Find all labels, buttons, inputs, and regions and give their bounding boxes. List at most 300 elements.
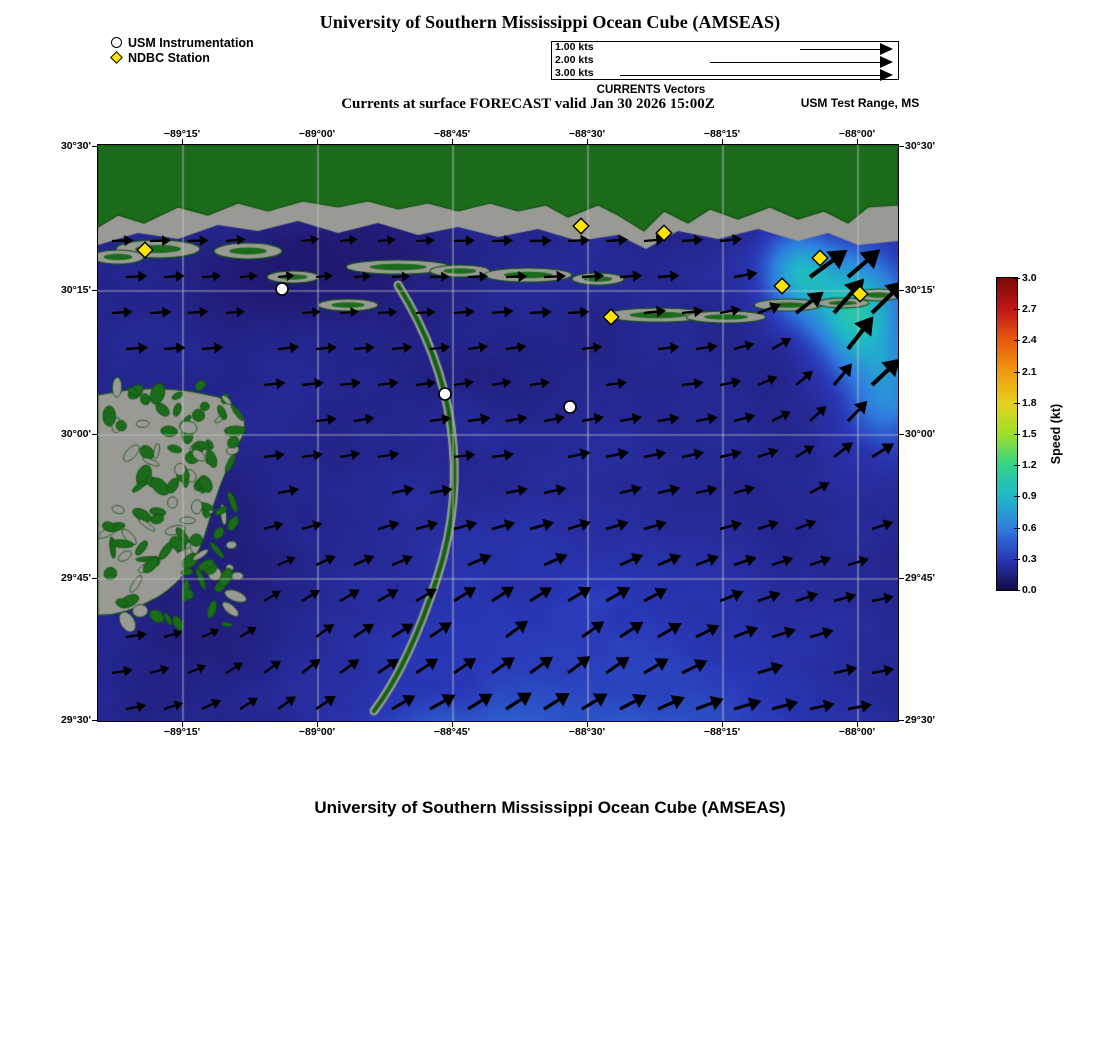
current-vector-arrow <box>337 585 363 607</box>
current-vector-arrow <box>502 686 536 716</box>
y-axis-tick-label: 29°30' <box>60 714 91 726</box>
current-vector-arrow <box>200 695 224 714</box>
current-vector-arrow <box>808 552 833 570</box>
x-axis-tick-label: −89°15' <box>163 128 201 140</box>
current-vector-arrow <box>125 629 147 643</box>
current-vector-arrow <box>756 517 780 535</box>
current-vector-arrow <box>870 516 895 534</box>
current-vector-arrow <box>316 342 338 355</box>
current-vector-arrow <box>316 270 334 282</box>
current-vector-arrow <box>491 305 513 318</box>
x-axis-tick <box>452 139 453 144</box>
current-vector-arrow <box>465 549 494 571</box>
current-vector-arrow <box>340 307 360 318</box>
legend-label-ndbc: NDBC Station <box>128 51 210 65</box>
current-vector-arrow <box>770 552 795 570</box>
vector-key-row-3 <box>552 68 900 81</box>
vector-key-arrowhead-2 <box>880 56 893 68</box>
current-vector-arrow <box>237 693 261 714</box>
current-vector-arrow <box>694 550 722 571</box>
current-vector-arrow <box>277 484 300 499</box>
y-axis-tick-label: 30°00' <box>905 428 936 440</box>
current-vector-arrow <box>719 446 743 462</box>
current-vector-arrow <box>839 310 881 356</box>
current-vector-arrow <box>602 651 634 679</box>
current-vector-arrow <box>351 619 378 643</box>
current-vector-arrow <box>149 663 171 678</box>
current-vector-arrow <box>492 235 513 247</box>
current-vector-arrow <box>488 581 517 607</box>
current-vector-arrow <box>454 306 476 318</box>
current-vector-arrow <box>543 412 566 427</box>
current-vector-arrow <box>412 653 442 679</box>
current-vector-arrow <box>377 448 400 462</box>
y-axis-tick <box>899 720 904 721</box>
current-vector-arrow <box>277 341 299 354</box>
current-vector-arrow <box>226 307 246 318</box>
x-axis-tick-label: −88°15' <box>703 726 741 738</box>
current-vector-arrow <box>605 377 628 391</box>
current-vector-arrow <box>695 482 719 498</box>
current-vector-arrow <box>454 235 475 246</box>
current-vector-arrow <box>833 662 859 679</box>
current-vector-arrow <box>605 446 630 463</box>
current-vector-arrow <box>426 617 455 643</box>
x-axis-tick <box>317 139 318 144</box>
current-vector-arrow <box>567 446 592 463</box>
current-vector-arrow <box>641 583 671 607</box>
current-vector-arrow <box>681 305 704 318</box>
current-vector-arrow <box>756 445 780 463</box>
current-vector-arrow <box>843 396 873 426</box>
current-vector-arrow <box>719 375 742 390</box>
current-vector-arrow <box>416 235 435 246</box>
usm-instrumentation-marker[interactable] <box>439 388 451 400</box>
current-vector-arrow <box>164 342 186 355</box>
current-vector-arrow <box>769 333 794 354</box>
colorbar-tick-mark <box>1014 340 1020 341</box>
current-vector-arrow <box>164 270 185 282</box>
current-vector-arrow <box>429 342 450 355</box>
y-axis-tick-label: 30°30' <box>60 140 91 152</box>
x-axis-tick-label: −89°00' <box>298 726 336 738</box>
colorbar-tick-label: 3.0 <box>1022 272 1037 284</box>
x-axis-tick-label: −88°30' <box>568 726 606 738</box>
vector-key-arrowhead-1 <box>880 43 893 55</box>
current-vector-arrow <box>756 298 783 319</box>
current-vector-arrow <box>277 270 295 282</box>
current-vector-arrow <box>505 341 527 354</box>
current-vector-arrow <box>865 351 898 392</box>
current-vector-arrow <box>682 234 704 246</box>
ndbc-station-marker[interactable] <box>603 309 619 325</box>
current-vector-arrow <box>846 553 870 570</box>
current-vector-arrow <box>468 271 489 282</box>
colorbar-tick-mark <box>1014 465 1020 466</box>
current-vector-arrow <box>655 549 683 571</box>
current-vector-arrow <box>582 270 605 283</box>
current-vector-arrow <box>467 412 491 427</box>
footer-title: University of Southern Mississippi Ocean Cube (AMSEAS) <box>314 798 786 817</box>
current-vector-arrow <box>581 341 603 354</box>
current-vector-arrow <box>464 687 497 715</box>
current-vector-arrow <box>544 270 566 282</box>
y-axis-tick-label: 29°45' <box>60 572 91 584</box>
current-vector-arrow <box>790 285 829 321</box>
current-vector-arrow <box>389 618 417 643</box>
current-vector-arrow <box>841 241 888 285</box>
current-vector-arrow <box>188 235 209 246</box>
map-plot-area[interactable] <box>97 144 899 722</box>
y-axis-tick <box>92 578 97 579</box>
y-axis-tick-label: 30°15' <box>905 284 936 296</box>
current-vector-arrow <box>864 273 898 321</box>
current-vector-arrow <box>429 483 454 499</box>
current-vector-arrow <box>336 654 362 678</box>
colorbar-tick-label: 1.5 <box>1022 428 1037 440</box>
current-vector-arrow <box>390 551 415 570</box>
current-vector-arrow <box>263 377 286 390</box>
current-vector-arrow <box>315 413 337 426</box>
x-axis-tick-label: −89°00' <box>298 128 336 140</box>
current-vector-arrow <box>871 663 895 679</box>
current-vector-arrow <box>376 517 401 534</box>
colorbar-tick-label: 2.4 <box>1022 334 1037 347</box>
current-vector-arrow <box>564 650 595 678</box>
current-vector-arrow <box>502 615 533 643</box>
x-axis-tick <box>182 722 183 727</box>
colorbar-tick-mark <box>1014 434 1020 435</box>
current-vector-arrow <box>732 621 761 643</box>
current-vector-arrow <box>354 271 372 282</box>
current-vector-arrow <box>237 623 259 642</box>
current-vector-arrow <box>467 341 488 354</box>
current-vector-arrow <box>794 588 820 607</box>
current-vector-arrow <box>616 688 650 716</box>
current-vector-arrow <box>313 691 340 714</box>
current-vector-arrow <box>488 651 519 679</box>
current-vector-arrow <box>679 654 711 680</box>
current-vector-arrow <box>541 549 570 571</box>
current-vector-arrow <box>604 516 630 534</box>
colorbar-tick-label: 0.3 <box>1022 552 1037 565</box>
y-axis-tick-label: 30°15' <box>60 284 91 296</box>
current-vector-arrow <box>300 518 323 534</box>
current-vector-arrow <box>313 619 338 641</box>
current-vector-arrow <box>793 441 817 462</box>
legend-item-ndbc <box>110 51 254 66</box>
colorbar-tick-label: 1.8 <box>1022 396 1037 409</box>
colorbar-tick-mark <box>1014 496 1020 497</box>
current-vector-arrow <box>809 697 836 715</box>
x-axis-tick <box>317 722 318 727</box>
vector-scale-key <box>551 41 899 80</box>
colorbar-tick-label: 0.6 <box>1022 521 1037 534</box>
current-vector-arrow <box>620 270 643 283</box>
current-vector-arrow <box>339 377 361 391</box>
usm-instrumentation-marker[interactable] <box>564 401 576 413</box>
y-axis-tick-label: 29°45' <box>905 572 936 584</box>
current-vector-arrow <box>681 447 706 463</box>
colorbar-tick-mark <box>1014 403 1020 404</box>
x-axis-tick-label: −88°00' <box>838 726 876 738</box>
legend-item-usm <box>110 36 254 51</box>
current-vector-arrow <box>391 342 412 355</box>
ndbc-station-marker[interactable] <box>573 218 589 234</box>
current-vector-arrow <box>643 305 666 319</box>
current-vector-arrow <box>226 234 246 246</box>
current-vector-arrow <box>543 482 568 499</box>
current-vector-arrow <box>263 449 285 462</box>
current-vector-arrow <box>847 698 873 715</box>
current-vector-arrow <box>162 698 184 714</box>
current-vector-arrow <box>792 366 816 389</box>
current-vector-arrow <box>640 652 672 679</box>
map-legend <box>110 36 254 66</box>
y-axis-tick <box>899 146 904 147</box>
current-vector-arrow <box>564 581 595 607</box>
colorbar-tick-mark <box>1014 372 1020 373</box>
current-vector-arrow <box>223 658 245 677</box>
current-vector-arrow <box>808 624 835 643</box>
current-vector-arrow <box>602 581 633 607</box>
current-vector-arrow <box>526 651 558 679</box>
current-vector-arrow <box>426 688 459 716</box>
current-vector-arrow <box>530 306 553 319</box>
vector-key-row-1 <box>552 42 900 55</box>
current-vector-arrow <box>339 234 358 246</box>
circle-marker-icon <box>110 36 128 51</box>
current-vector-arrow <box>163 627 184 642</box>
region-label: USM Test Range, MS <box>800 96 920 110</box>
y-axis-tick <box>899 290 904 291</box>
current-vector-arrow <box>490 517 517 535</box>
colorbar-tick-label: 1.2 <box>1022 459 1037 472</box>
colorbar-title: Speed (kt) <box>1049 403 1063 465</box>
current-vector-arrow <box>505 483 529 499</box>
x-axis-tick-label: −88°45' <box>433 726 471 738</box>
colorbar-tick-mark <box>1014 528 1020 529</box>
current-vector-arrow <box>506 271 528 283</box>
vector-key-row-2 <box>552 55 900 68</box>
current-vector-arrow <box>658 270 680 283</box>
current-vector-arrow <box>828 359 857 390</box>
current-vector-arrow <box>871 591 895 607</box>
colorbar-tick-mark <box>1014 309 1020 310</box>
current-vector-arrow <box>374 653 402 678</box>
map-vector-overlay <box>98 145 898 721</box>
current-vector-arrow <box>568 234 590 246</box>
current-vector-arrow <box>655 690 688 716</box>
colorbar-tick-label: 2.1 <box>1022 365 1037 378</box>
current-vector-arrow <box>732 551 758 570</box>
current-vector-arrow <box>378 307 398 318</box>
current-vector-arrow <box>261 656 284 677</box>
y-axis-tick <box>92 290 97 291</box>
current-vector-arrow <box>416 307 436 318</box>
x-axis-tick <box>587 722 588 727</box>
current-vector-arrow <box>693 619 722 643</box>
current-vector-arrow <box>491 376 512 390</box>
y-axis-tick <box>92 720 97 721</box>
x-axis-tick-label: −88°00' <box>838 128 876 140</box>
current-vector-arrow <box>453 449 476 463</box>
current-vector-arrow <box>770 695 800 716</box>
vector-key-shaft-2 <box>710 62 880 63</box>
current-vector-arrow <box>491 448 515 462</box>
current-vector-arrow <box>540 686 574 715</box>
x-axis-tick <box>857 722 858 727</box>
y-axis-tick <box>92 146 97 147</box>
current-vector-arrow <box>619 411 643 426</box>
current-vector-arrow <box>756 372 780 390</box>
current-vector-arrow <box>339 448 361 462</box>
current-vector-arrow <box>126 270 148 282</box>
current-vector-arrow <box>695 412 719 427</box>
vector-key-arrowhead-3 <box>880 69 893 81</box>
colorbar-tick-label: 0.0 <box>1022 584 1037 596</box>
current-vector-arrow <box>378 235 396 246</box>
current-vector-arrow <box>125 700 147 714</box>
current-vector-arrow <box>392 271 411 282</box>
current-vector-arrow <box>302 307 321 318</box>
current-vector-arrow <box>414 517 439 535</box>
current-vector-arrow <box>566 516 592 535</box>
current-vector-arrow <box>301 449 323 463</box>
current-vector-arrow <box>352 551 377 571</box>
current-vector-arrow <box>568 306 590 318</box>
x-axis-tick <box>182 139 183 144</box>
current-vector-arrow <box>530 235 552 247</box>
x-axis-tick-label: −88°15' <box>703 128 741 140</box>
current-vector-arrow <box>733 267 759 283</box>
usm-instrumentation-marker[interactable] <box>276 283 288 295</box>
current-vector-arrow <box>794 516 818 534</box>
current-vector-arrow <box>263 519 285 534</box>
current-vector-arrow <box>770 407 794 426</box>
current-vector-arrow <box>807 477 832 498</box>
current-vector-arrow <box>314 551 338 570</box>
current-vector-arrow <box>450 582 479 607</box>
current-vector-arrow <box>619 482 643 499</box>
current-vector-arrow <box>733 338 756 354</box>
current-vector-arrow <box>353 412 375 426</box>
current-vector-arrow <box>150 235 171 246</box>
current-vector-arrow <box>693 691 726 716</box>
colorbar-tick-mark <box>1014 559 1020 560</box>
current-vector-arrow <box>111 664 133 678</box>
current-vector-arrow <box>413 583 440 606</box>
y-axis-tick-label: 29°30' <box>905 714 936 726</box>
colorbar-tick-label: 2.7 <box>1022 303 1037 316</box>
current-vector-arrow <box>275 692 300 714</box>
current-vector-arrow <box>732 694 763 716</box>
current-vector-arrow <box>112 235 134 247</box>
current-vector-arrow <box>452 517 478 535</box>
current-vector-arrow <box>276 553 298 570</box>
current-vector-arrow <box>429 412 452 426</box>
y-axis-tick <box>899 434 904 435</box>
current-vector-arrow <box>581 411 605 427</box>
current-vector-arrow <box>578 687 612 716</box>
vector-key-label-3: 3.00 kts <box>555 67 594 79</box>
y-axis-tick <box>92 434 97 435</box>
x-axis-tick-label: −89°15' <box>163 726 201 738</box>
current-vector-arrow <box>733 482 757 498</box>
current-vector-arrow <box>430 271 450 282</box>
diamond-marker-icon <box>110 51 128 66</box>
vector-key-label-2: 2.00 kts <box>555 54 594 66</box>
current-vector-arrow <box>202 271 222 282</box>
current-vector-arrow <box>756 587 783 607</box>
x-axis-tick-label: −88°45' <box>433 128 471 140</box>
y-axis-tick <box>899 578 904 579</box>
current-vector-arrow <box>301 377 324 391</box>
current-vector-arrow <box>150 306 172 318</box>
x-axis-tick <box>587 139 588 144</box>
current-vector-arrow <box>528 516 556 535</box>
chart-subtitle: Currents at surface FORECAST valid Jan 30 2026 15:00Z <box>341 96 715 112</box>
current-vector-arrow <box>606 234 629 247</box>
colorbar-tick-mark <box>1014 278 1020 279</box>
current-vector-arrow <box>186 661 208 678</box>
current-vector-arrow <box>354 342 376 355</box>
current-vector-arrow <box>719 304 742 319</box>
current-vector-arrow <box>377 377 399 391</box>
current-vector-arrow <box>806 401 830 425</box>
current-vector-arrow <box>188 306 209 318</box>
current-vector-arrow <box>718 585 747 607</box>
current-vector-arrow <box>240 271 258 282</box>
x-axis-tick <box>722 722 723 727</box>
current-vector-arrow <box>657 482 682 499</box>
current-vector-arrow <box>526 582 555 607</box>
current-vector-arrow <box>832 589 858 607</box>
current-vector-arrow <box>616 616 647 643</box>
ndbc-station-marker[interactable] <box>137 242 153 258</box>
current-vector-arrow <box>578 616 608 643</box>
vector-key-caption: CURRENTS Vectors <box>596 84 706 96</box>
current-vector-arrow <box>681 377 704 391</box>
current-vector-arrow <box>126 342 149 355</box>
current-vector-arrow <box>617 549 646 571</box>
current-vector-arrow <box>657 412 680 426</box>
current-vector-arrow <box>642 517 668 535</box>
current-vector-arrow <box>112 306 133 318</box>
x-axis-tick <box>722 139 723 144</box>
current-vector-arrow <box>733 410 757 427</box>
x-axis-tick <box>452 722 453 727</box>
colorbar-tick-mark <box>1014 590 1020 591</box>
current-vector-arrow <box>756 659 785 680</box>
y-axis-tick-label: 30°30' <box>905 140 936 152</box>
current-vector-arrow <box>830 437 857 462</box>
current-vector-arrow <box>415 377 436 390</box>
current-vector-arrow <box>388 689 418 715</box>
current-vector-arrow <box>654 617 685 643</box>
current-vector-arrow <box>643 447 668 463</box>
vector-key-shaft-3 <box>620 75 880 76</box>
current-vector-arrow <box>695 340 718 354</box>
current-vector-arrow <box>261 586 283 605</box>
vector-key-shaft-1 <box>800 49 880 50</box>
ndbc-station-marker[interactable] <box>774 278 790 294</box>
current-vector-arrow <box>301 234 319 246</box>
current-vector-arrow <box>200 625 221 642</box>
x-axis-tick <box>857 139 858 144</box>
current-vector-arrow <box>299 585 323 605</box>
current-vector-arrow <box>868 438 897 463</box>
